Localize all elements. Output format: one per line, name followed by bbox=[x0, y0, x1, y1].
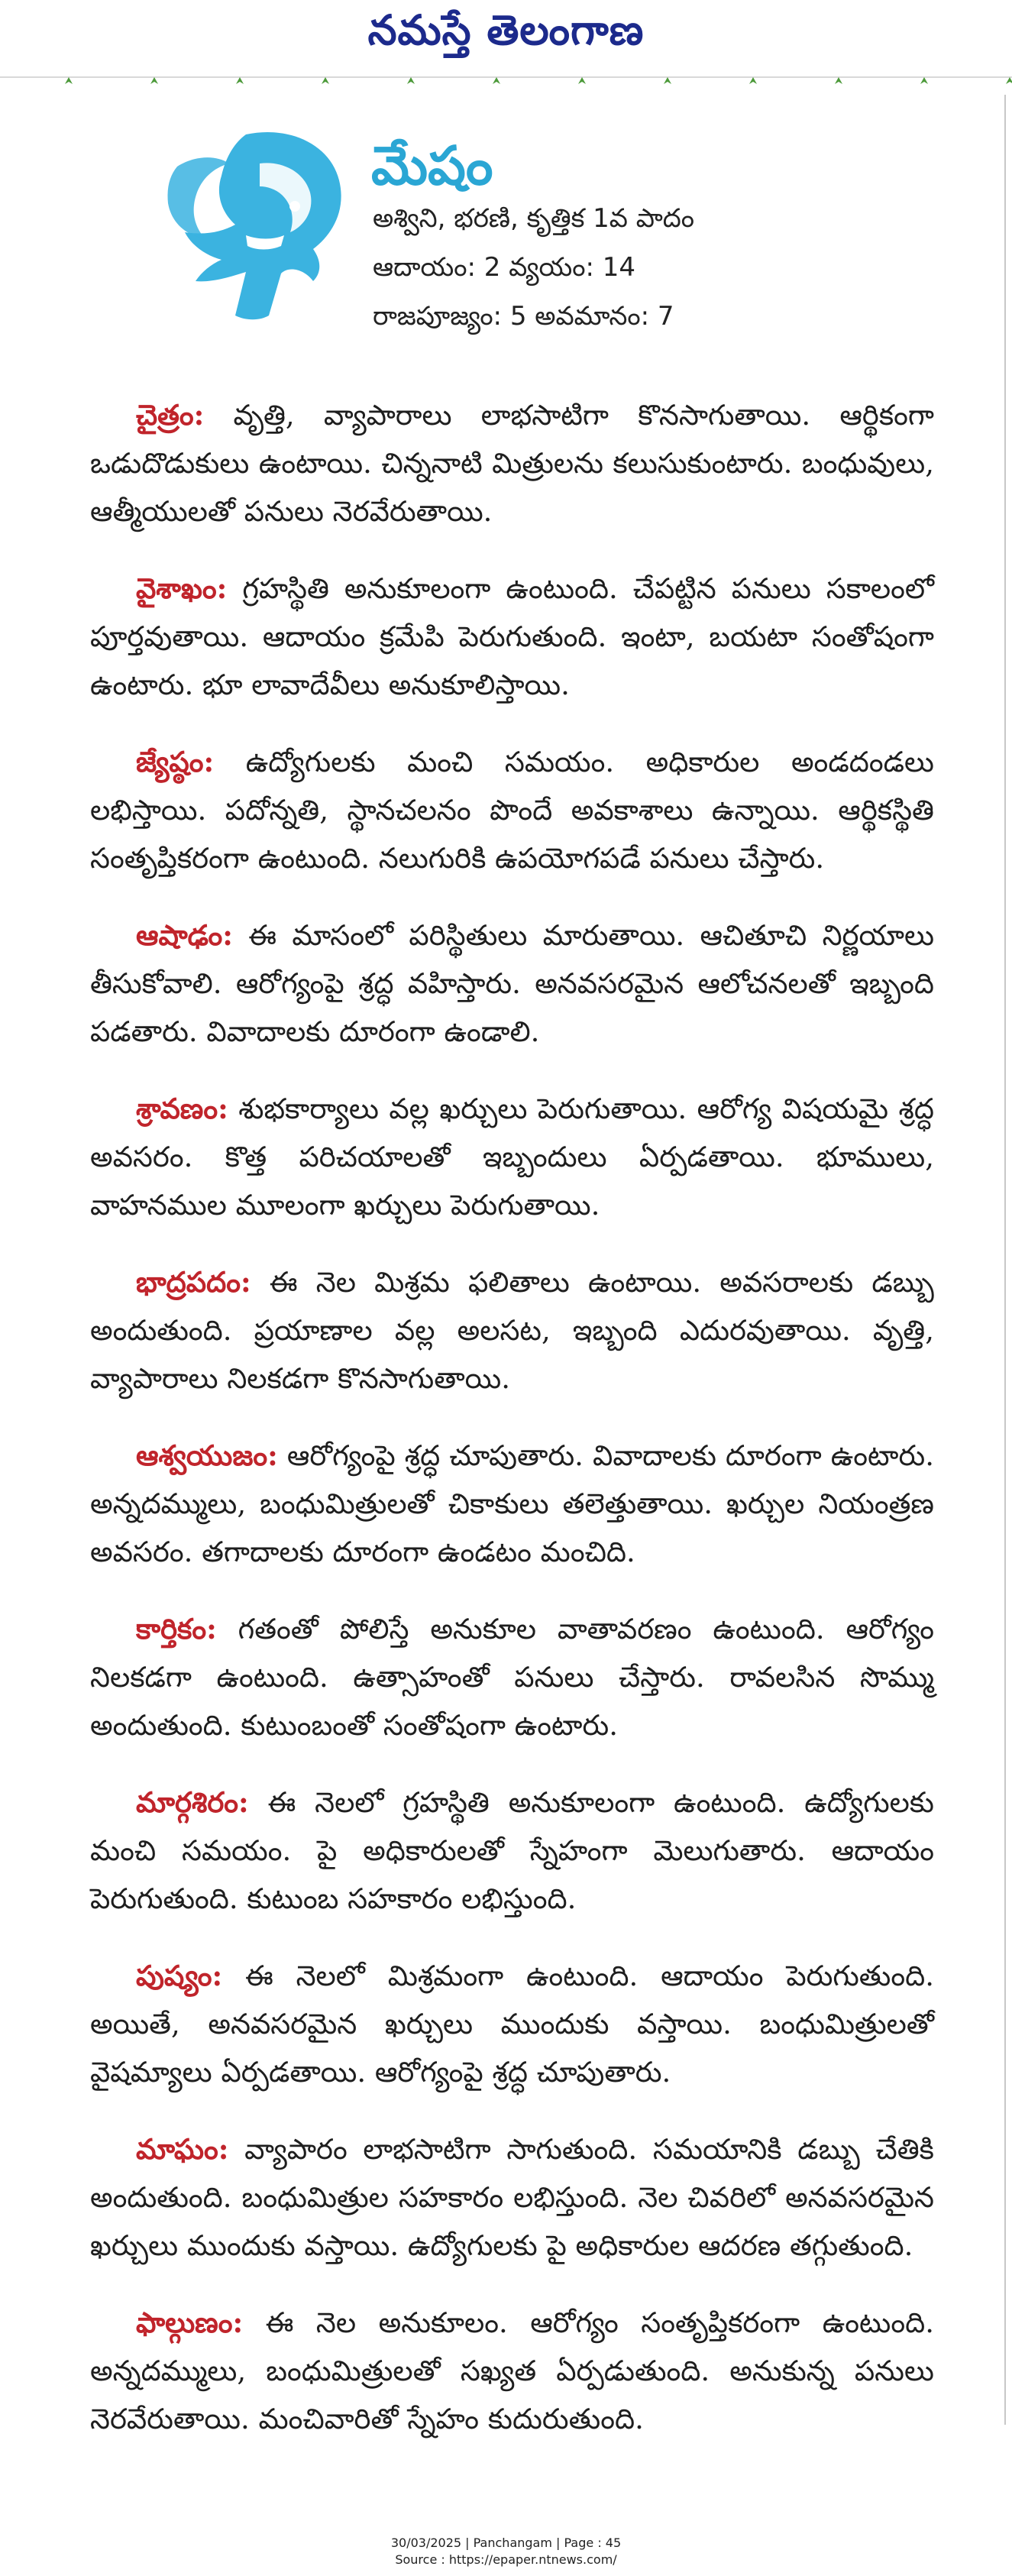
month-text: వ్యాపారం లాభసాటిగా సాగుతుంది. సమయానికి డబ్బు చేతికి అందుతుంది. బంధుమిత్రుల సహకారం లభిస్తుంది. నెల చివరిలో అనవసరమైన ఖర్చులు ముందుకు వస్తాయి. ఉద్యోగులకు పై అధికారుల ఆదరణ తగ్గుతుంది. bbox=[90, 2133, 934, 2262]
month-paragraph bbox=[90, 1778, 934, 1923]
masthead-decorative-border bbox=[0, 75, 1012, 86]
leaf-ornament bbox=[578, 77, 586, 84]
month-name: శ్రావణం: bbox=[136, 1092, 228, 1125]
page-footer bbox=[0, 2535, 1012, 2568]
month-paragraph bbox=[90, 1432, 934, 1576]
month-name: భాద్రపదం: bbox=[136, 1265, 251, 1299]
masthead bbox=[0, 0, 1012, 66]
sign-honor-insult: రాజపూజ్యం: 5 అవమానం: 7 bbox=[373, 301, 674, 332]
month-text: ఈ నెలలో గ్రహస్థితి అనుకూలంగా ఉంటుంది. ఉద్యోగులకు మంచి సమయం. పై అధికారులతో స్నేహంగా మెలుగుతారు. ఆదాయం పెరుగుతుంది. కుటుంబ సహకారం లభిస్తుంది. bbox=[90, 1786, 934, 1915]
month-text: ఈ మాసంలో పరిస్థితులు మారుతాయి. ఆచితూచి నిర్ణయాలు తీసుకోవాలి. ఆరోగ్యంపై శ్రద్ధ వహిస్తారు. అనవసరమైన ఆలోచనలతో ఇబ్బంది పడతారు. వివాదాలకు దూరంగా ఉండాలి. bbox=[90, 919, 934, 1048]
leaf-ornament bbox=[65, 77, 73, 84]
month-text: ఉద్యోగులకు మంచి సమయం. అధికారుల అండదండలు లభిస్తాయి. పదోన్నతి, స్థానచలనం పొందే అవకాశాలు ఉన్నాయి. ఆర్థికస్థితి సంతృప్తికరంగా ఉంటుంది. నలుగురికి ఉపయోగపడే పనులు చేస్తారు. bbox=[90, 746, 934, 875]
leaf-ornament bbox=[407, 77, 415, 84]
month-text: వృత్తి, వ్యాపారాలు లాభసాటిగా కొనసాగుతాయి. ఆర్థికంగా ఒడుదొడుకులు ఉంటాయి. చిన్ననాటి మిత్రులను కలుసుకుంటారు. బంధువులు, ఆత్మీయులతో పనులు నెరవేరుతాయి. bbox=[90, 399, 934, 528]
leaf-ornament bbox=[749, 77, 757, 84]
month-paragraph bbox=[90, 1952, 934, 2096]
month-paragraph bbox=[90, 911, 934, 1056]
leaf-ornament bbox=[835, 77, 842, 84]
month-paragraph bbox=[90, 391, 934, 536]
month-text: ఈ నెల అనుకూలం. ఆరోగ్యం సంతృప్తికరంగా ఉంటుంది. అన్నదమ్ములు, బంధుమిత్రులతో సఖ్యత ఏర్పడుతుంది. అనుకున్న పనులు నెరవేరుతాయి. మంచివారితో స్నేహం కుదురుతుంది. bbox=[90, 2306, 934, 2435]
month-paragraph bbox=[90, 565, 934, 709]
month-text: శుభకార్యాలు వల్ల ఖర్చులు పెరుగుతాయి. ఆరోగ్య విషయమై శ్రద్ధ అవసరం. కొత్త పరిచయాలతో ఇబ్బందులు ఏర్పడతాయి. భూములు, వాహనముల మూలంగా ఖర్చులు పెరుగుతాయి. bbox=[90, 1092, 934, 1222]
aries-ram-icon bbox=[131, 121, 368, 327]
month-name: కార్తికం: bbox=[136, 1612, 217, 1646]
month-text: ఈ నెలలో మిశ్రమంగా ఉంటుంది. ఆదాయం పెరుగుతుంది. అయితే, అనవసరమైన ఖర్చులు ముందుకు వస్తాయి. బంధుమిత్రులతో వైషమ్యాలు ఏర్పడతాయి. ఆరోగ్యంపై శ్రద్ధ చూపుతారు. bbox=[90, 1960, 934, 2089]
leaf-ornament bbox=[664, 77, 671, 84]
month-name: వైశాఖం: bbox=[136, 571, 228, 605]
leaf-ornament bbox=[236, 77, 244, 84]
month-name: ఆశ్వయుజం: bbox=[136, 1438, 278, 1472]
month-name: చైత్రం: bbox=[136, 398, 205, 432]
month-name: పుష్యం: bbox=[136, 1959, 223, 1992]
month-paragraph bbox=[90, 1258, 934, 1403]
leaf-ornament bbox=[150, 77, 158, 84]
month-text: ఈ నెల మిశ్రమ ఫలితాలు ఉంటాయి. అవసరాలకు డబ్బు అందుతుంది. ప్రయాణాల వల్ల అలసట, ఇబ్బంది ఎదురవుతాయి. వృత్తి, వ్యాపారాలు నిలకడగా కొనసాగుతాయి. bbox=[90, 1266, 934, 1395]
footer-date-page: 30/03/2025 | Panchangam | Page : 45 bbox=[390, 2536, 622, 2550]
month-name: మార్గశిరం: bbox=[136, 1785, 249, 1819]
sign-title: మేషం bbox=[371, 134, 493, 197]
monthly-predictions bbox=[90, 391, 934, 2472]
month-paragraph bbox=[90, 2125, 934, 2270]
sign-nakshatras: అశ్విని, భరణి, కృత్తిక 1వ పాదం bbox=[373, 203, 695, 234]
month-paragraph bbox=[90, 738, 934, 882]
month-name: ఫాల్గుణం: bbox=[136, 2306, 244, 2339]
month-paragraph bbox=[90, 1085, 934, 1229]
month-paragraph bbox=[90, 1605, 934, 1749]
month-text: గతంతో పోలిస్తే అనుకూల వాతావరణం ఉంటుంది. ఆరోగ్యం నిలకడగా ఉంటుంది. ఉత్సాహంతో పనులు చేస్తారు. రావలసిన సొమ్ము అందుతుంది. కుటుంబంతో సంతోషంగా ఉంటారు. bbox=[90, 1613, 934, 1742]
footer-source-link[interactable]: Source : https://epaper.ntnews.com/ bbox=[395, 2552, 617, 2567]
masthead-logo: నమస్తే తెలంగాణ bbox=[367, 6, 645, 54]
month-name: ఆషాఢం: bbox=[136, 918, 233, 952]
month-name: మాఘం: bbox=[136, 2132, 229, 2166]
sign-income-expense: ఆదాయం: 2 వ్యయం: 14 bbox=[373, 252, 636, 283]
leaf-ornament bbox=[493, 77, 500, 84]
month-paragraph bbox=[90, 2299, 934, 2443]
leaf-ornament bbox=[1006, 77, 1012, 84]
leaf-ornament bbox=[920, 77, 928, 84]
leaf-ornament bbox=[322, 77, 329, 84]
month-text: ఆరోగ్యంపై శ్రద్ధ చూపుతారు. వివాదాలకు దూరంగా ఉంటారు. అన్నదమ్ములు, బంధుమిత్రులతో చికాకులు తలెత్తుతాయి. ఖర్చుల నియంత్రణ అవసరం. తగాదాలకు దూరంగా ఉండటం మంచిది. bbox=[90, 1439, 934, 1568]
month-text: గ్రహస్థితి అనుకూలంగా ఉంటుంది. చేపట్టిన పనులు సకాలంలో పూర్తవుతాయి. ఆదాయం క్రమేపి పెరుగుతుంది. ఇంటా, బయటా సంతోషంగా ఉంటారు. భూ లావాదేవీలు అనుకూలిస్తాయి. bbox=[90, 572, 934, 701]
month-name: జ్యేష్ఠం: bbox=[136, 745, 215, 778]
